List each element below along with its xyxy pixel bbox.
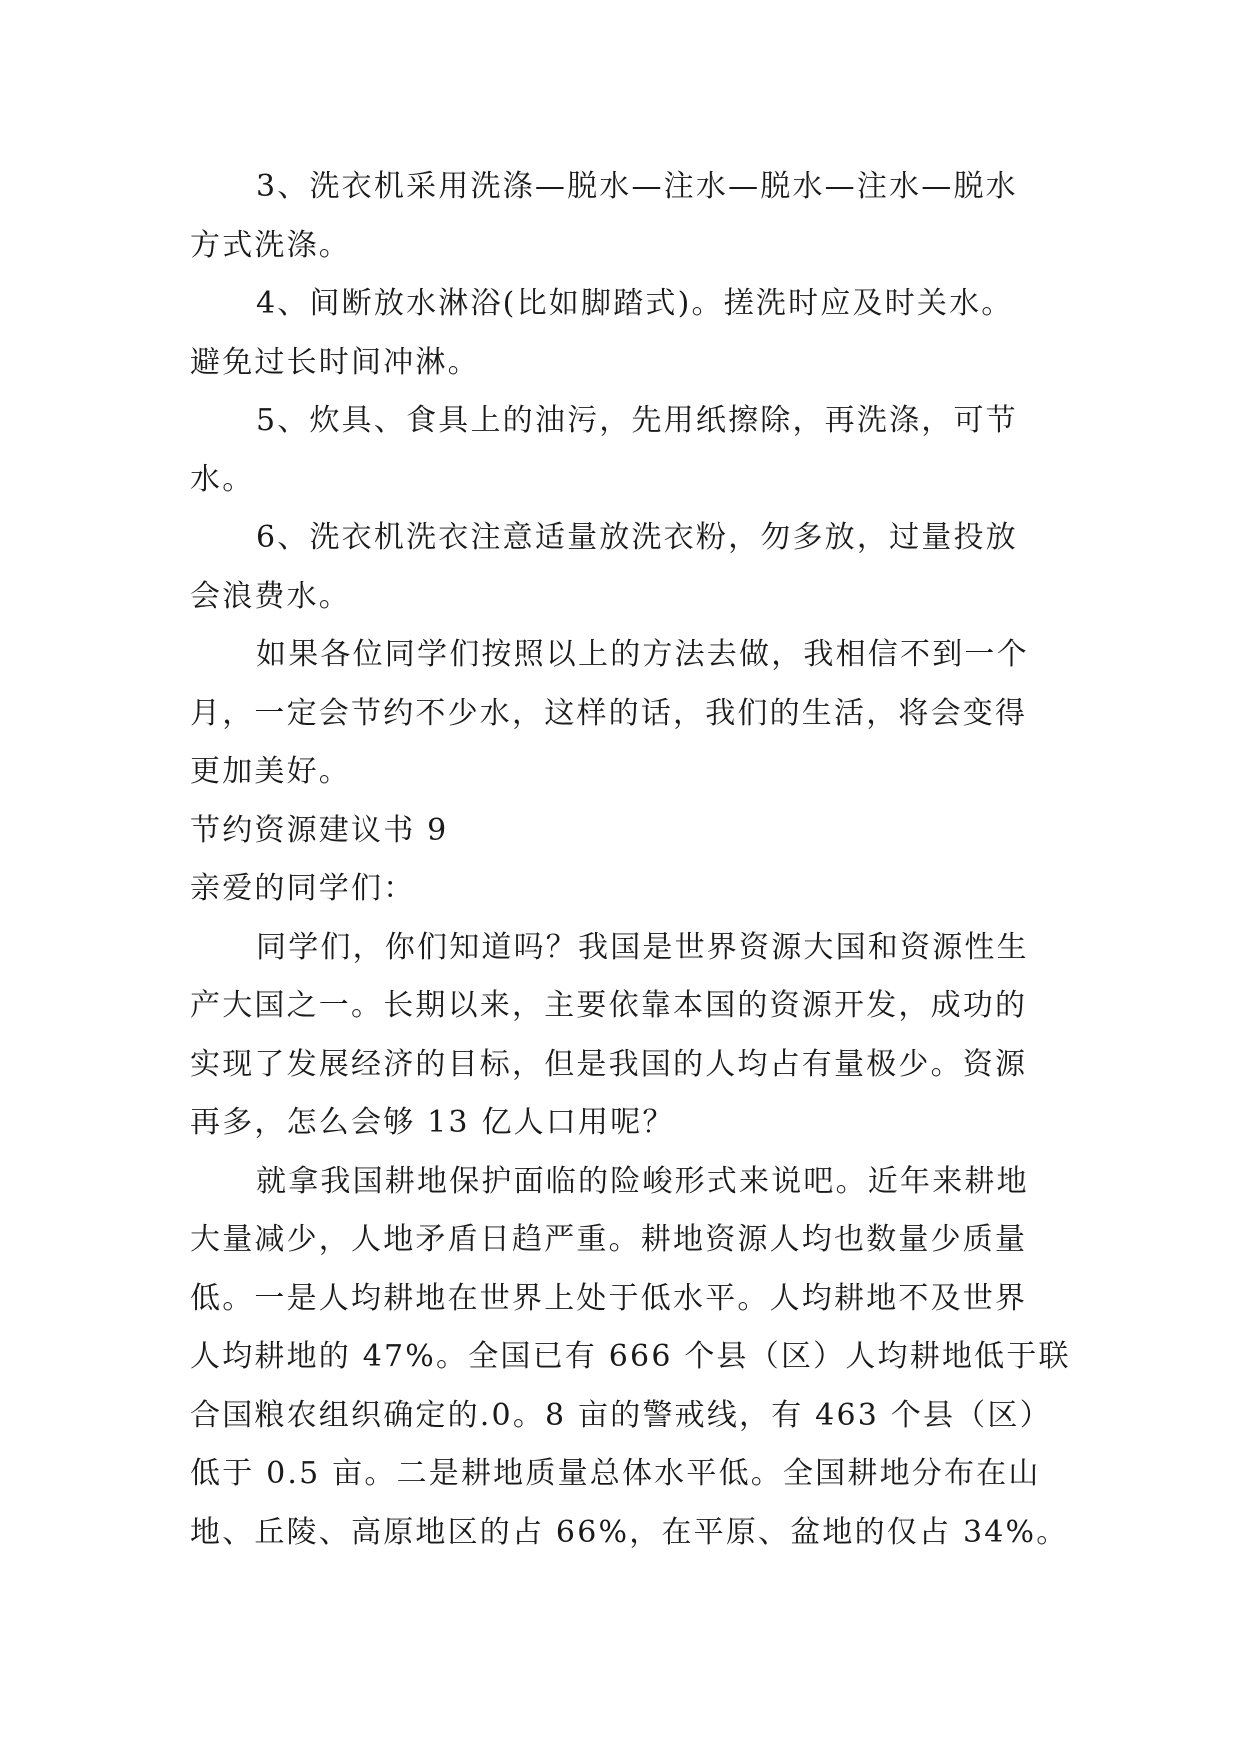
- text-line: 如果各位同学们按照以上的方法去做，我相信不到一个: [256, 637, 1029, 672]
- text-line: 节约资源建议书 9: [190, 812, 449, 848]
- text-line: 3、洗衣机采用洗涤—脱水—注水—脱水—注水—脱水: [256, 169, 1018, 204]
- text-line: 地、丘陵、高原地区的占 66%，在平原、盆地的仅占 34%。: [190, 1514, 1069, 1550]
- text-line: 方式洗涤。: [190, 227, 351, 263]
- text-line: 避免过长时间冲淋。: [190, 344, 480, 380]
- text-line: 就拿我国耕地保护面临的险峻形式来说吧。近年来耕地: [256, 1163, 1029, 1199]
- text-line: 月，一定会节约不少水，这样的话，我们的生活，将会变得: [190, 695, 1028, 731]
- text-line: 再多，怎么会够 13 亿人口用呢？: [190, 1105, 675, 1140]
- text-line: 实现了发展经济的目标，但是我国的人均占有量极少。资源: [190, 1046, 1028, 1082]
- text-line: 亲爱的同学们：: [190, 871, 416, 906]
- text-line: 低于 0.5 亩。二是耕地质量总体水平低。全国耕地分布在山: [190, 1456, 1041, 1491]
- document-body: [190, 158, 1071, 1562]
- text-line: 人均耕地的 47%。全国已有 666 个县（区）人均耕地低于联: [190, 1339, 1071, 1374]
- text-line: 更加美好。: [190, 754, 351, 789]
- text-line: 5、炊具、食具上的油污，先用纸擦除，再洗涤，可节: [256, 403, 1018, 438]
- text-line: 大量减少，人地矛盾日趋严重。耕地资源人均也数量少质量: [190, 1222, 1028, 1257]
- text-line: 同学们，你们知道吗？我国是世界资源大国和资源性生: [256, 929, 1029, 965]
- text-line: 低。一是人均耕地在世界上处于低水平。人均耕地不及世界: [190, 1280, 1028, 1316]
- text-line: 6、洗衣机洗衣注意适量放洗衣粉，勿多放，过量投放: [256, 520, 1018, 555]
- text-line: 会浪费水。: [190, 578, 351, 614]
- text-line: 合国粮农组织确定的.0。8 亩的警戒线，有 463 个县（区）: [190, 1397, 1052, 1433]
- text-line: 水。: [190, 461, 255, 497]
- text-line: 4、间断放水淋浴(比如脚踏式)。搓洗时应及时关水。: [256, 286, 1014, 321]
- text-line: 产大国之一。长期以来，主要依靠本国的资源开发，成功的: [190, 988, 1028, 1023]
